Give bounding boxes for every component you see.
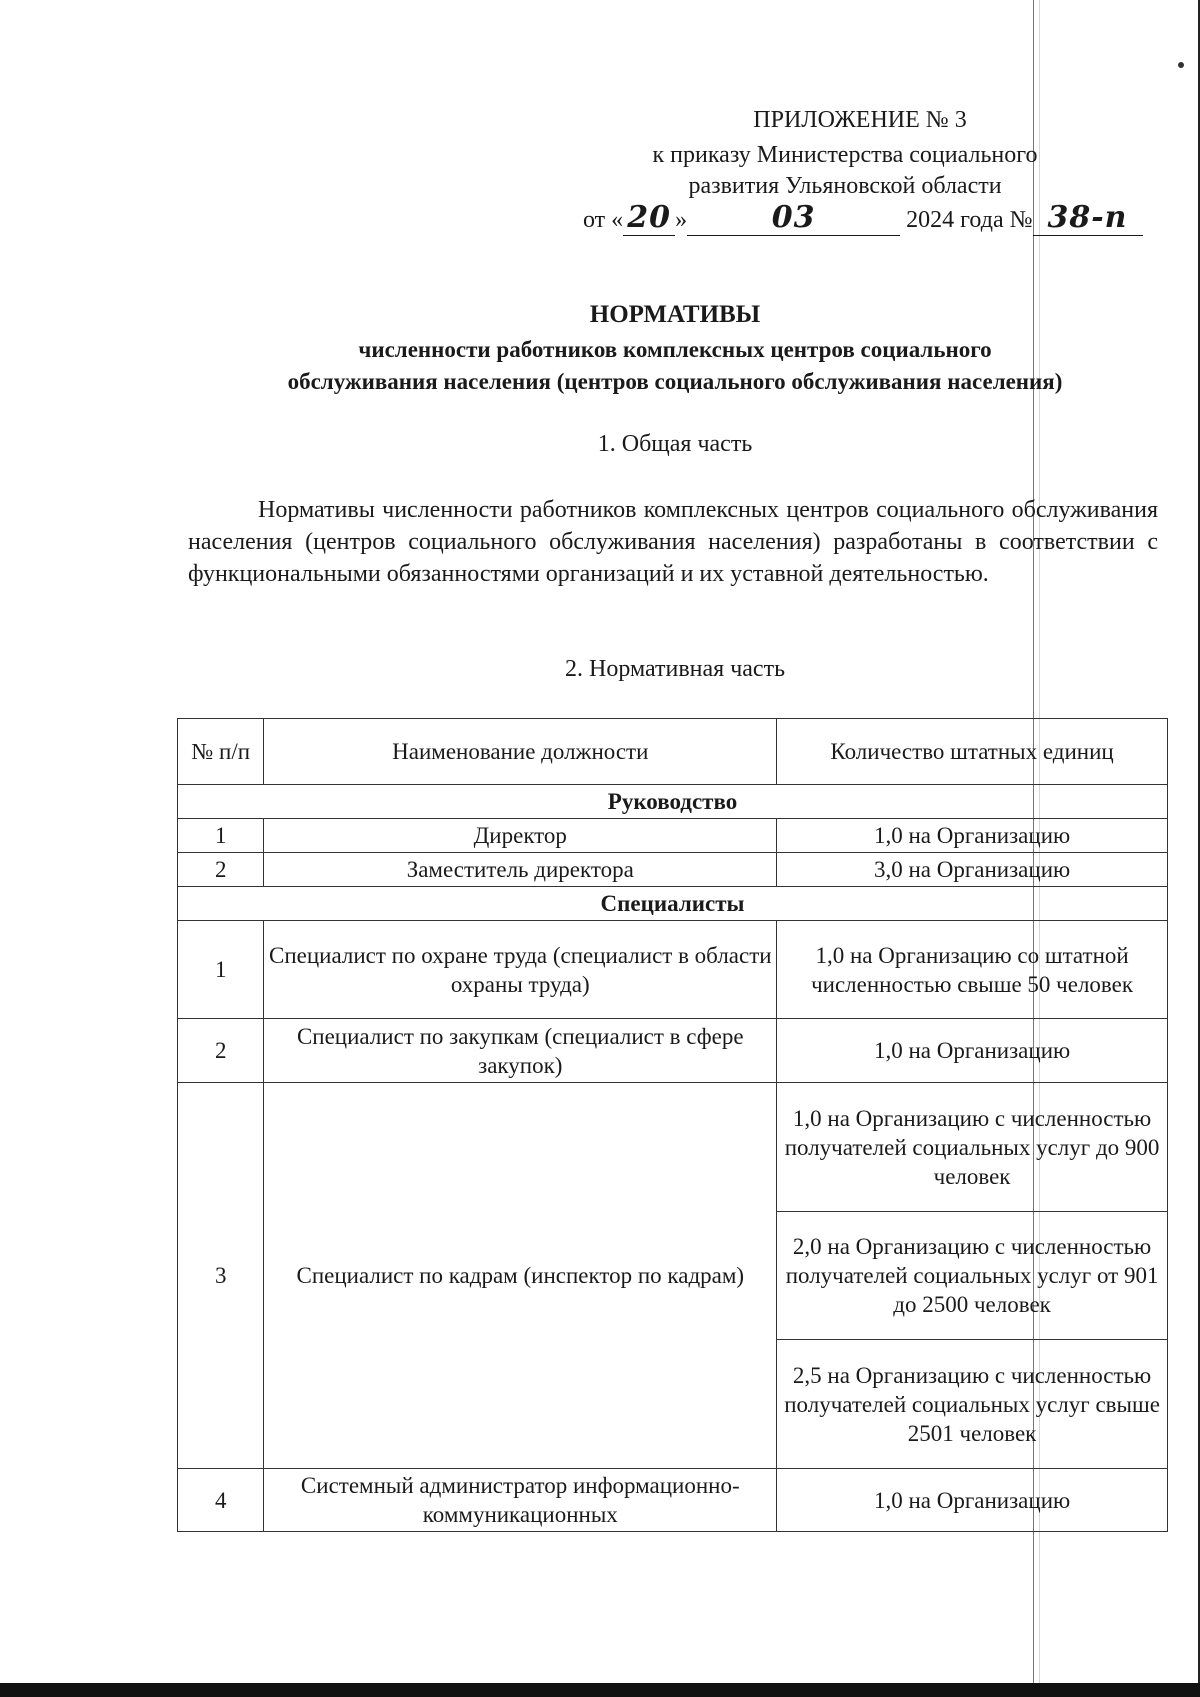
table-row — [178, 1019, 1168, 1083]
row-quantity: 3,0 на Организацию — [777, 853, 1168, 887]
appendix-title: ПРИЛОЖЕНИЕ № 3 — [753, 107, 967, 133]
row-quantity: 1,0 на Организацию со штатной численностью свыше 50 человек — [777, 921, 1168, 1019]
table-row — [178, 1083, 1168, 1212]
row-number: 2 — [178, 853, 264, 887]
section-2-heading: 2. Нормативная часть — [564, 656, 786, 682]
row-number: 3 — [178, 1083, 264, 1469]
section-1-paragraph: Нормативы численности работников комплексных центров социального обслуживания населения (центров социального обслуживания населения) разработаны в соответствии с функциональными обязанностями организаций и их уставной деятельностью. — [188, 497, 1158, 587]
row-number: 1 — [178, 819, 264, 853]
order-reference — [585, 140, 1105, 202]
order-number-handwritten: 38-п — [1047, 200, 1128, 235]
row-position: Директор — [264, 819, 777, 853]
header-position: Наименование должности — [264, 719, 777, 785]
row-position: Системный администратор информационно-коммуникационных — [264, 1469, 777, 1532]
row-quantity-tier-3: 2,5 на Организацию с численностью получателей социальных услуг свыше 2501 человек — [777, 1340, 1168, 1469]
table-row — [178, 921, 1168, 1019]
row-position: Заместитель директора — [264, 853, 777, 887]
header-number: № п/п — [178, 719, 264, 785]
date-year: 2024 года № — [906, 207, 1033, 233]
row-position: Специалист по закупкам (специалист в сфере закупок) — [264, 1019, 777, 1083]
table-row — [178, 853, 1168, 887]
date-quote-close: » — [675, 207, 688, 233]
row-quantity-tier-2: 2,0 на Организацию с численностью получателей социальных услуг от 901 до 2500 человек — [777, 1212, 1168, 1340]
group-label-specialists: Специалисты — [178, 887, 1168, 921]
row-position: Специалист по охране труда (специалист в области охраны труда) — [264, 921, 777, 1019]
row-number: 1 — [178, 921, 264, 1019]
order-line-2: развития Ульяновской области — [688, 173, 1002, 199]
order-date-line — [583, 200, 1143, 236]
row-quantity: 1,0 на Организацию — [777, 1019, 1168, 1083]
section-1-heading: 1. Общая часть — [597, 431, 753, 457]
document-subtitle-line-1: численности работников комплексных центров социального — [358, 337, 992, 362]
row-number: 4 — [178, 1469, 264, 1532]
row-quantity-tier-1: 1,0 на Организацию с численностью получателей социальных услуг до 900 человек — [777, 1083, 1168, 1212]
group-row-specialists — [178, 887, 1168, 921]
document-subtitle-line-2: обслуживания населения (центров социального обслуживания населения) — [287, 369, 1063, 394]
header-quantity: Количество штатных единиц — [777, 719, 1168, 785]
order-line-1: к приказу Министерства социального — [652, 142, 1038, 168]
scan-speck — [1178, 62, 1184, 68]
group-label-management: Руководство — [178, 785, 1168, 819]
row-quantity: 1,0 на Организацию — [777, 819, 1168, 853]
table-header-row — [178, 719, 1168, 785]
group-row-management — [178, 785, 1168, 819]
row-position: Специалист по кадрам (инспектор по кадрам) — [264, 1083, 777, 1469]
row-number: 2 — [178, 1019, 264, 1083]
row-quantity: 1,0 на Организацию — [777, 1469, 1168, 1532]
table-row — [178, 819, 1168, 853]
scan-edge-bottom — [0, 1683, 1200, 1697]
date-prefix: от « — [583, 207, 624, 233]
norms-table — [177, 718, 1168, 1532]
document-title: НОРМАТИВЫ — [589, 301, 761, 328]
date-month-handwritten: 03 — [771, 200, 816, 235]
table-row — [178, 1469, 1168, 1532]
date-day-handwritten: 20 — [627, 200, 672, 235]
